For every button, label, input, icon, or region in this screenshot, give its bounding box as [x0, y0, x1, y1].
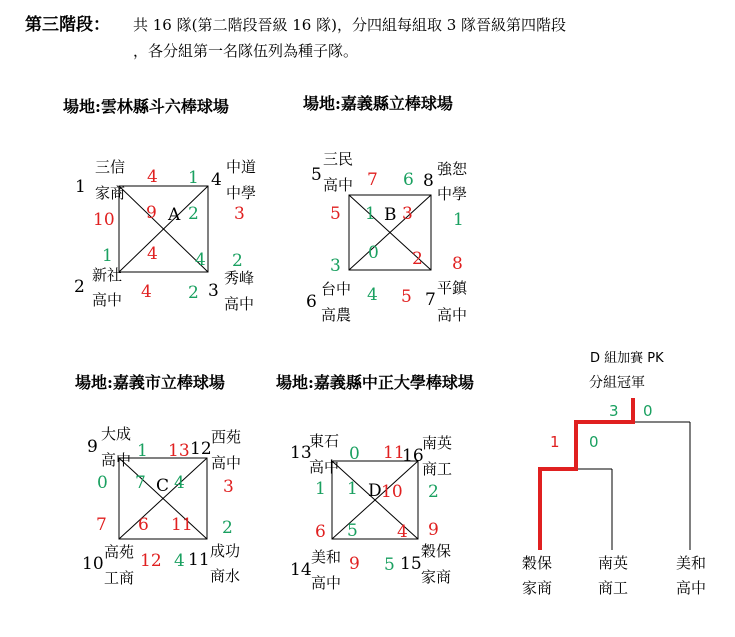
group-d-score-right-bottom: 9	[428, 520, 439, 540]
group-d-letter: D	[368, 481, 382, 501]
group-a-team-2-seed: 4	[211, 170, 222, 190]
group-d-score-bottom-left: 9	[349, 554, 360, 574]
stage-label: 第三階段：	[25, 15, 110, 35]
group-c-team-4-name-1: 成功	[210, 542, 241, 560]
group-d-team-3-name-1: 美和	[311, 548, 342, 566]
group-c-team-3-seed: 10	[82, 554, 104, 574]
group-c	[75, 373, 241, 587]
group-c-team-1-name-2: 高中	[101, 451, 132, 469]
group-c-score-bottom-left: 12	[140, 551, 162, 571]
group-d-score-bottom-right: 5	[384, 555, 395, 575]
group-a-team-3-name-1: 新社	[92, 266, 123, 284]
group-a-letter: A	[168, 205, 181, 225]
playoff-score-mid-left: 1	[550, 433, 560, 451]
playoff-team-2-name-1: 南英	[598, 554, 629, 572]
group-c-score-right-bottom: 2	[222, 518, 233, 538]
group-d-score-left-top: 1	[315, 479, 326, 499]
group-b-team-3-seed: 6	[306, 292, 317, 312]
bracket-winner-path	[540, 398, 633, 550]
group-c-team-3-name-2: 工商	[104, 569, 135, 587]
group-a-score-right-top: 3	[234, 204, 245, 224]
group-a-team-1-name-1: 三信	[95, 158, 126, 176]
group-c-score-bottom-right: 4	[174, 551, 185, 571]
group-a-team-2-name-2: 中學	[226, 184, 257, 202]
group-c-venue: 場地:嘉義市立棒球場	[75, 373, 225, 392]
group-c-score-top-right: 13	[168, 441, 190, 461]
playoff-score-mid-right: 0	[589, 433, 599, 451]
group-d-team-4-seed: 15	[400, 554, 422, 574]
group-c-score-top-left: 1	[137, 441, 148, 461]
group-d-score-right-top: 2	[428, 482, 439, 502]
group-a-score-diag-br: 4	[195, 250, 206, 270]
group-b-score-diag-tl: 1	[365, 204, 376, 224]
group-d-score-diag-br: 4	[397, 522, 408, 542]
group-b-team-4-seed: 7	[425, 290, 436, 310]
group-b-score-top-left: 7	[367, 170, 378, 190]
playoff-team-1-name-1: 穀保	[522, 554, 553, 572]
group-c-score-diag-tr: 4	[174, 473, 185, 493]
group-a-team-1-seed: 1	[75, 177, 86, 197]
group-b-score-left-bottom: 3	[330, 256, 341, 276]
group-b-team-1-name-2: 高中	[323, 176, 354, 194]
group-b-score-diag-bl: 0	[368, 243, 379, 263]
group-d-team-1-name-1: 東石	[309, 432, 340, 450]
group-b-team-3-name-1: 台中	[321, 280, 352, 298]
group-a-team-3-seed: 2	[74, 277, 85, 297]
group-a-score-left-bottom: 1	[102, 246, 113, 266]
group-a-score-diag-bl: 4	[147, 244, 158, 264]
group-b-letter: B	[384, 205, 397, 225]
group-c-score-diag-bl: 6	[138, 515, 149, 535]
playoff-title-1: D 組加賽 PK	[590, 351, 664, 366]
group-a	[63, 97, 256, 313]
group-d-score-diag-tr: 10	[381, 482, 403, 502]
group-b-team-1-seed: 5	[311, 165, 322, 185]
group-c-score-left-bottom: 7	[96, 515, 107, 535]
group-d-team-2-name-1: 南英	[422, 434, 453, 452]
group-c-letter: C	[156, 476, 170, 496]
group-a-score-top-right: 1	[188, 168, 199, 188]
group-d-team-3-seed: 14	[290, 560, 312, 580]
group-b-team-4-name-2: 高中	[437, 306, 468, 324]
group-d-team-4-name-1: 穀保	[421, 542, 452, 560]
playoff-score-top-right: 0	[643, 402, 653, 420]
group-c-team-1-name-1: 大成	[101, 425, 132, 443]
group-b-score-bottom-left: 4	[367, 285, 378, 305]
group-d	[276, 373, 474, 592]
group-b-score-right-top: 1	[453, 210, 464, 230]
group-c-team-4-name-2: 商水	[210, 567, 241, 585]
group-d-team-2-seed: 16	[402, 446, 424, 466]
group-a-score-left-top: 10	[93, 210, 115, 230]
group-d-score-diag-bl: 5	[347, 521, 358, 541]
group-d-venue: 場地:嘉義縣中正大學棒球場	[276, 373, 474, 392]
group-c-score-diag-tl: 7	[135, 473, 146, 493]
playoff-bracket	[522, 350, 706, 597]
playoff-team-3-name-2: 高中	[676, 579, 707, 597]
group-a-score-bottom-left: 4	[141, 282, 152, 302]
group-b-venue: 場地:嘉義縣立棒球場	[303, 94, 453, 113]
group-c-team-2-name-2: 高中	[211, 454, 242, 472]
header-line-1: 共 16 隊(第二階段晉級 16 隊)，分四組每組取 3 隊晉級第四階段	[133, 16, 567, 34]
group-b-score-diag-tr: 3	[402, 204, 413, 224]
group-b-score-diag-br: 2	[412, 249, 423, 269]
playoff-team-1-name-2: 家商	[522, 579, 553, 597]
group-a-venue: 場地:雲林縣斗六棒球場	[63, 97, 229, 116]
group-c-score-left-top: 0	[97, 473, 108, 493]
group-b-score-right-bottom: 8	[452, 254, 463, 274]
playoff-score-top-left: 3	[609, 402, 619, 420]
group-a-score-top-left: 4	[147, 167, 158, 187]
playoff-team-3-name-1: 美和	[676, 554, 707, 572]
group-a-team-4-name-1: 秀峰	[224, 269, 255, 287]
playoff-title-2: 分組冠軍	[589, 375, 645, 391]
group-d-team-3-name-2: 高中	[311, 574, 342, 592]
group-c-team-2-name-1: 西苑	[211, 428, 242, 446]
group-a-team-2-name-1: 中道	[226, 158, 257, 176]
group-a-score-right-bottom: 2	[232, 251, 243, 271]
group-d-score-left-bottom: 6	[315, 522, 326, 542]
group-a-team-4-seed: 3	[208, 281, 219, 301]
group-b-team-1-name-1: 三民	[323, 150, 354, 168]
group-c-team-4-seed: 11	[188, 550, 210, 570]
group-b-team-4-name-1: 平鎮	[437, 279, 468, 297]
group-a-score-diag-tl: 9	[146, 203, 157, 223]
group-d-score-diag-tl: 1	[347, 479, 358, 499]
group-c-team-1-seed: 9	[87, 437, 98, 457]
group-d-team-1-name-2: 高中	[309, 458, 340, 476]
group-c-team-3-name-1: 高苑	[104, 543, 135, 561]
group-a-score-diag-tr: 2	[188, 204, 199, 224]
group-d-team-1-seed: 13	[290, 443, 312, 463]
group-b-team-2-name-1: 強恕	[437, 160, 468, 178]
group-b-team-3-name-2: 高農	[321, 306, 352, 324]
playoff-team-2-name-2: 商工	[598, 579, 629, 597]
group-b-score-bottom-right: 5	[401, 287, 412, 307]
group-a-score-bottom-right: 2	[188, 283, 199, 303]
header-line-2: ，各分組第一名隊伍列為種子隊。	[133, 42, 359, 60]
group-d-team-2-name-2: 商工	[422, 460, 453, 478]
group-a-team-3-name-2: 高中	[92, 291, 123, 309]
group-b-team-2-name-2: 中學	[437, 185, 468, 203]
group-b-team-2-seed: 8	[423, 171, 434, 191]
group-b	[303, 94, 468, 324]
group-d-score-top-right: 11	[383, 443, 405, 463]
group-b-score-top-right: 6	[403, 170, 414, 190]
group-a-team-1-name-2: 家商	[95, 184, 126, 202]
group-c-score-right-top: 3	[223, 477, 234, 497]
group-b-score-left-top: 5	[330, 204, 341, 224]
group-a-team-4-name-2: 高中	[224, 295, 255, 313]
group-c-score-diag-br: 11	[171, 515, 193, 535]
group-c-team-2-seed: 12	[190, 439, 212, 459]
group-d-team-4-name-2: 家商	[421, 568, 452, 586]
group-d-score-top-left: 0	[349, 444, 360, 464]
